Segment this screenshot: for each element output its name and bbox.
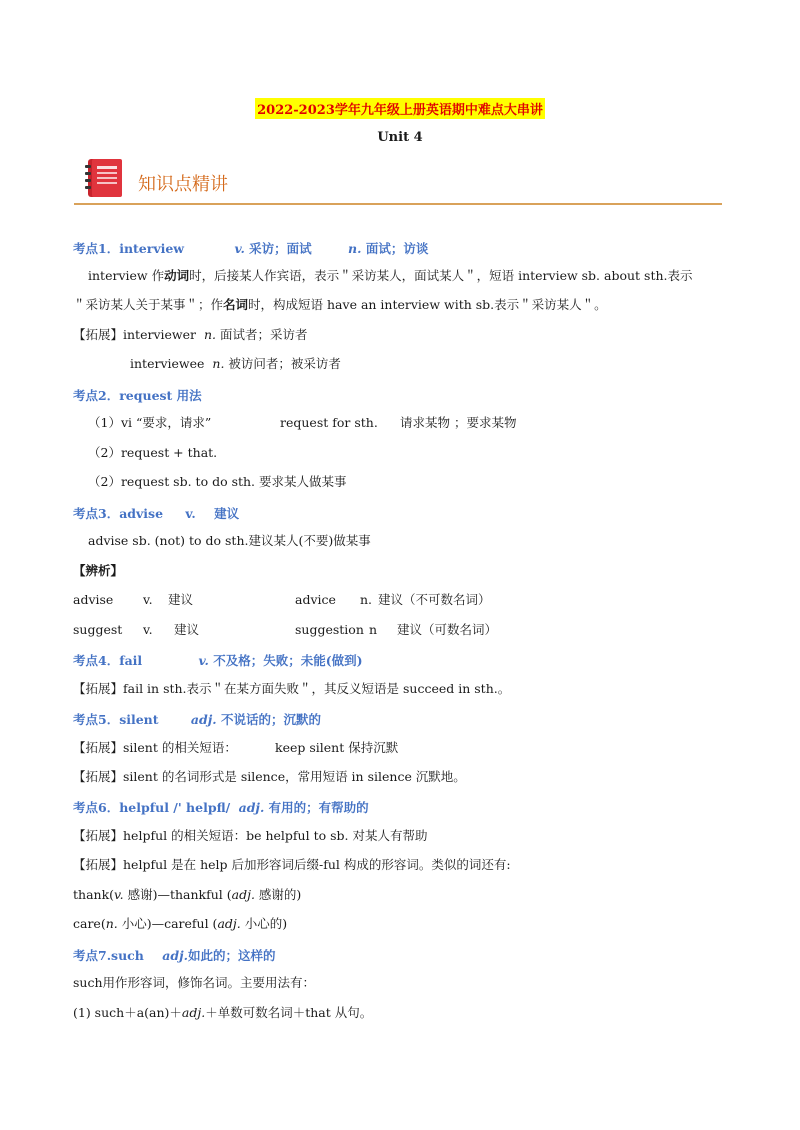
unit-heading: Unit 4 bbox=[377, 130, 423, 145]
text-italic: v. bbox=[114, 887, 124, 902]
text: interview 作 bbox=[88, 268, 165, 283]
kp2-line1b: request for sth. bbox=[280, 415, 378, 430]
kp1-pos2: n. bbox=[348, 241, 362, 256]
text: care( bbox=[73, 916, 106, 931]
kp3-row2-pos: v. bbox=[143, 622, 153, 637]
kp5-ext1a: 【拓展】silent 的相关短语： bbox=[73, 740, 237, 755]
kp6-title: 考点6．helpful /' helpfl/ bbox=[73, 800, 231, 815]
kp3-row1-def2: 建议（不可数名词） bbox=[378, 592, 491, 607]
kp2-line1a: （1）vi “要求，请求” bbox=[88, 415, 212, 430]
kp3-row1-pos: v. bbox=[143, 592, 153, 607]
kp4-ext: 【拓展】fail in sth.表示＂在某方面失败＂，其反义短语是 succeed in sth.。 bbox=[73, 681, 511, 696]
kp6-example2 bbox=[73, 916, 287, 932]
kp6-ext1: 【拓展】helpful 的相关短语：be helpful to sb. 对某人有帮助 bbox=[73, 828, 428, 843]
document-title-wrap bbox=[0, 98, 800, 119]
text: 时，构成短语 have an interview with sb.表示＂采访某人＂。 bbox=[248, 297, 607, 312]
text: 时，后接某人作宾语，表示＂采访某人，面试某人＂，短语 interview sb. about sth.表示 bbox=[189, 268, 693, 283]
kp3-heading bbox=[73, 504, 239, 522]
text: 小心)—careful ( bbox=[117, 916, 218, 931]
kp1-def2: 面试；访谈 bbox=[365, 241, 429, 256]
kp4-heading bbox=[73, 651, 363, 669]
text-italic: n. bbox=[212, 356, 225, 371]
kp6-heading bbox=[73, 798, 369, 816]
text: interviewee bbox=[130, 356, 205, 371]
kp7-title: 考点7.such bbox=[73, 948, 144, 963]
text: 感谢)—thankful ( bbox=[123, 887, 232, 902]
kp6-example1 bbox=[73, 887, 301, 903]
text: (1) such＋a(an)＋ bbox=[73, 1005, 182, 1020]
text: 小心的) bbox=[240, 916, 288, 931]
kp3-def: 建议 bbox=[214, 506, 240, 521]
kp1-title: 考点1．interview bbox=[73, 241, 185, 256]
text: thank( bbox=[73, 887, 115, 902]
kp5-heading bbox=[73, 710, 321, 728]
kp1-body-line2 bbox=[73, 297, 607, 313]
kp5-def: 不说话的；沉默的 bbox=[221, 712, 322, 727]
text-italic: n. bbox=[203, 327, 216, 342]
kp5-title: 考点5．silent bbox=[73, 712, 159, 727]
text: 被访问者；被采访者 bbox=[228, 356, 341, 371]
kp7-def: 如此的；这样的 bbox=[187, 948, 276, 963]
kp4-pos: v. bbox=[198, 653, 209, 668]
text-italic: adj. bbox=[231, 887, 255, 902]
text: 【拓展】interviewer bbox=[73, 327, 196, 342]
kp1-ext1 bbox=[73, 327, 308, 343]
kp3-row2-word2: suggestion bbox=[295, 622, 364, 637]
kp3-row1-def: 建议 bbox=[168, 592, 194, 607]
kp1-ext2 bbox=[130, 356, 341, 372]
text: 感谢的) bbox=[254, 887, 302, 902]
kp3-line1: advise sb. (not) to do sth.建议某人(不要)做某事 bbox=[88, 533, 371, 548]
text-bold: 动词 bbox=[164, 268, 190, 283]
kp3-row1-pos2: n. bbox=[360, 592, 373, 607]
kp4-def: 不及格；失败；未能(做到) bbox=[213, 653, 363, 668]
section-heading: 知识点精讲 bbox=[138, 174, 228, 195]
kp6-pos: adj. bbox=[238, 800, 265, 815]
kp4-title: 考点4．fail bbox=[73, 653, 143, 668]
kp3-row2-word: suggest bbox=[73, 622, 123, 637]
kp2-heading: 考点2．request 用法 bbox=[73, 388, 202, 403]
kp7-line2 bbox=[73, 1005, 372, 1021]
notebook-icon bbox=[85, 157, 129, 203]
kp3-row2-def: 建议 bbox=[174, 622, 200, 637]
kp3-row2-def2: 建议（可数名词） bbox=[397, 622, 498, 637]
kp3-pos: v. bbox=[185, 506, 196, 521]
text-italic: n. bbox=[105, 916, 118, 931]
kp7-pos: adj. bbox=[162, 948, 188, 963]
kp2-line1c: 请求某物 ；要求某物 bbox=[400, 415, 517, 430]
text: ＋单数可数名词＋that 从句。 bbox=[205, 1005, 373, 1020]
kp1-heading bbox=[73, 239, 428, 257]
kp3-row2-pos2: n bbox=[369, 622, 378, 637]
kp3-row1-word2: advice bbox=[295, 592, 336, 607]
kp2-line3: （2）request sb. to do sth. 要求某人做某事 bbox=[88, 474, 347, 489]
kp6-def: 有用的；有帮助的 bbox=[268, 800, 369, 815]
kp5-ext1b: keep silent 保持沉默 bbox=[275, 740, 399, 755]
kp7-line1: such用作形容词，修饰名词。主要用法有： bbox=[73, 975, 316, 990]
text-italic: adj. bbox=[181, 1005, 206, 1020]
kp1-pos1: v. bbox=[234, 241, 245, 256]
text: 面试者；采访者 bbox=[219, 327, 308, 342]
document-title: 2022-2023学年九年级上册英语期中难点大串讲 bbox=[255, 98, 545, 119]
kp5-ext2: 【拓展】silent 的名词形式是 silence，常用短语 in silence 沉默地。 bbox=[73, 769, 466, 784]
kp6-ext2: 【拓展】helpful 是在 help 后加形容词后缀-ful 构成的形容词。类似的词还有: bbox=[73, 857, 511, 872]
kp3-distinguish-label: 【辨析】 bbox=[73, 563, 124, 578]
kp3-title: 考点3．advise bbox=[73, 506, 164, 521]
text-italic: adj. bbox=[217, 916, 241, 931]
kp1-body-line1 bbox=[88, 268, 693, 284]
section-divider bbox=[74, 203, 722, 205]
text-bold: 名词 bbox=[223, 297, 249, 312]
kp1-def1: 采访；面试 bbox=[249, 241, 312, 256]
kp3-row1-word: advise bbox=[73, 592, 114, 607]
kp2-line2: （2）request + that. bbox=[88, 445, 218, 460]
kp7-heading bbox=[73, 946, 275, 964]
text: ＂采访某人关于某事＂；作 bbox=[73, 297, 224, 312]
kp5-pos: adj. bbox=[190, 712, 217, 727]
